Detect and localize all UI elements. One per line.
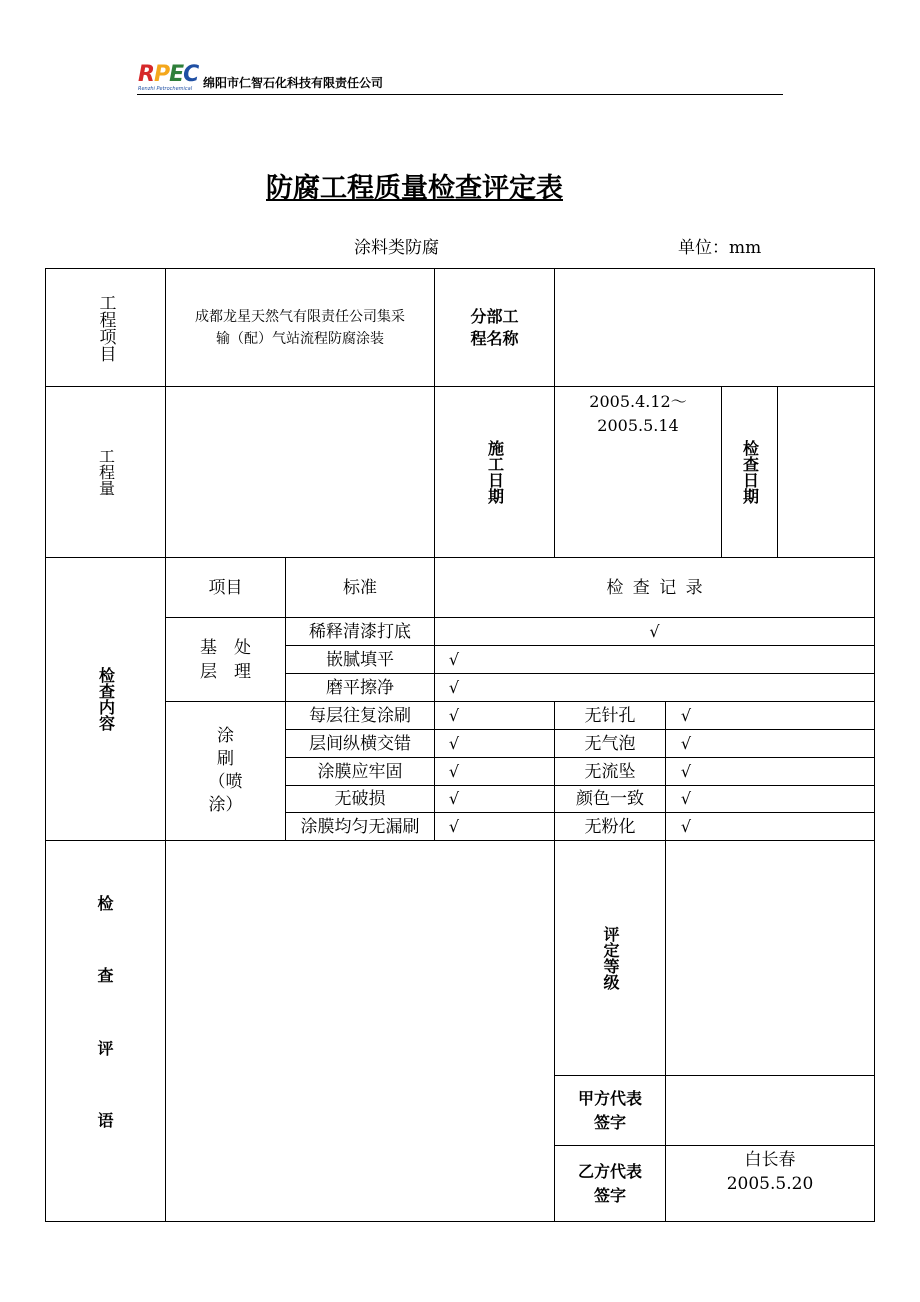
construction-date-label: 施工日期 <box>485 440 505 504</box>
base-treatment-label-line1: 基 处 <box>200 637 251 658</box>
construction-date-value <box>555 390 721 438</box>
party-a-label-line1: 甲方代表 <box>577 1088 642 1108</box>
col-header-record: 检 查 记 录 <box>606 577 703 598</box>
party-b-signature[interactable] <box>666 1148 874 1196</box>
base-row-mark[interactable]: √ <box>649 621 660 641</box>
base-treatment-label <box>166 618 285 701</box>
coating-label-line3: （喷 <box>208 772 243 792</box>
review-comment[interactable] <box>166 841 554 1221</box>
inspection-date-label: 检查日期 <box>740 440 760 504</box>
party-a-label <box>555 1076 665 1145</box>
quantity-label: 工程量 <box>96 448 116 496</box>
construction-date-end: 2005.5.14 <box>597 416 679 435</box>
col-header-standard: 标准 <box>343 577 377 598</box>
project-value-line2: 输（配）气站流程防腐涂装 <box>216 330 384 347</box>
coat-row-mark[interactable]: √ <box>448 705 460 725</box>
review-label-char: 查 <box>97 966 114 985</box>
col-header-item: 项目 <box>208 577 243 598</box>
coat-row-criterion: 无粉化 <box>584 816 636 837</box>
base-row-standard: 嵌腻填平 <box>326 649 394 670</box>
logo-letter-r: R <box>138 62 154 87</box>
base-row-standard: 磨平擦净 <box>326 677 394 698</box>
header-rule <box>137 94 783 95</box>
company-logo <box>138 64 200 94</box>
coating-label-line2: 刷 <box>217 749 234 769</box>
coat-row-criterion: 颜色一致 <box>576 789 644 809</box>
coating-label-line1: 涂 <box>217 726 234 746</box>
party-b-date: 2005.5.20 <box>726 1174 814 1194</box>
sub-project-value[interactable] <box>555 269 874 386</box>
logo-subtitle: Renzhi Petrochemical <box>138 86 193 92</box>
coat-row-mark2[interactable]: √ <box>680 705 692 725</box>
coat-row-mark[interactable]: √ <box>448 761 460 781</box>
coat-row-mark2[interactable]: √ <box>680 733 692 753</box>
coat-row-standard: 层间纵横交错 <box>309 733 411 754</box>
logo-letter-c: C <box>183 62 199 87</box>
coat-row-mark2[interactable]: √ <box>680 789 692 808</box>
coat-row-mark[interactable]: √ <box>448 816 460 836</box>
coat-row-criterion: 无流坠 <box>584 761 636 782</box>
grade-label: 评定等级 <box>601 926 620 990</box>
review-label-char: 检 <box>97 894 114 913</box>
construction-date-start: 2005.4.12～ <box>589 392 687 411</box>
coating-label <box>166 702 285 840</box>
project-value <box>166 269 434 386</box>
coat-row-standard: 每层往复涂刷 <box>309 705 411 726</box>
sub-project-label-line1: 分部工 <box>470 306 519 326</box>
coat-row-criterion: 无气泡 <box>584 733 636 754</box>
coat-row-standard: 无破损 <box>334 789 386 809</box>
company-name: 绵阳市仁智石化科技有限责任公司 <box>203 76 384 90</box>
party-b-label-line2: 签字 <box>593 1185 626 1205</box>
base-row-mark[interactable]: √ <box>448 677 460 697</box>
coat-row-mark[interactable]: √ <box>448 733 460 753</box>
inspection-date-value[interactable] <box>778 387 874 557</box>
party-b-label <box>555 1146 665 1221</box>
logo-letter-e: E <box>169 62 184 87</box>
review-label-char: 评 <box>97 1039 114 1058</box>
party-b-label-line1: 乙方代表 <box>577 1161 642 1181</box>
quantity-value[interactable] <box>166 387 434 557</box>
document-category: 涂料类防腐 <box>354 238 439 258</box>
base-treatment-label-line2: 层 理 <box>200 661 251 682</box>
logo-letter-p: P <box>153 62 170 87</box>
document-title: 防腐工程质量检查评定表 <box>266 173 563 204</box>
coating-label-line4: 涂） <box>208 795 243 815</box>
coat-row-mark[interactable]: √ <box>448 789 460 808</box>
party-a-signature[interactable] <box>666 1076 874 1145</box>
inspection-label: 检查内容 <box>96 667 116 731</box>
party-a-label-line2: 签字 <box>593 1112 626 1132</box>
project-value-line1: 成都龙星天然气有限责任公司集采 <box>195 308 405 325</box>
coat-row-criterion: 无针孔 <box>584 705 636 726</box>
coat-row-mark2[interactable]: √ <box>680 816 692 836</box>
project-label: 工程项目 <box>95 293 116 362</box>
grade-value[interactable] <box>666 841 874 1075</box>
review-label-char: 语 <box>97 1111 114 1130</box>
document-unit: 单位：mm <box>678 238 762 258</box>
sub-project-label-line2: 程名称 <box>470 328 519 348</box>
coat-row-standard: 涂膜应牢固 <box>317 761 403 782</box>
base-row-mark[interactable]: √ <box>448 649 460 669</box>
party-b-name: 白长春 <box>744 1150 796 1170</box>
coat-row-standard: 涂膜均匀无漏刷 <box>300 816 420 837</box>
sub-project-label <box>435 269 554 386</box>
base-row-standard: 稀释清漆打底 <box>309 621 411 642</box>
coat-row-mark2[interactable]: √ <box>680 761 692 781</box>
